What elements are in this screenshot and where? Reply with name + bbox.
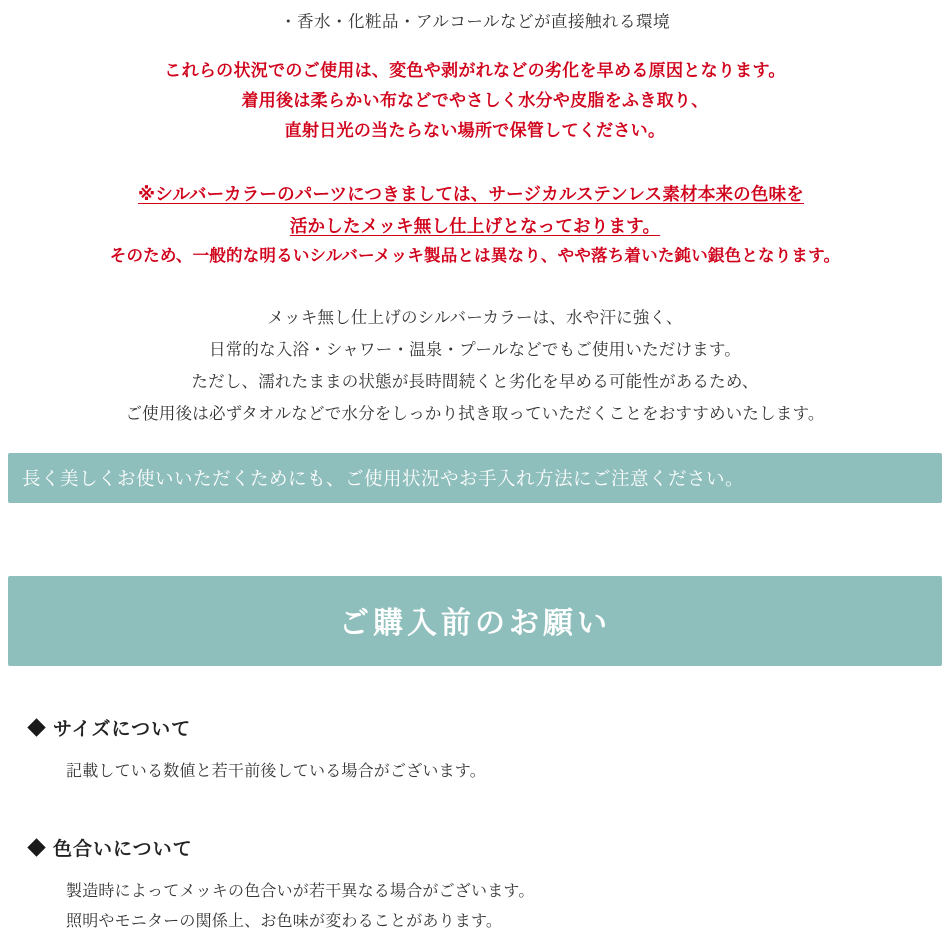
item-body-line: 製造時によってメッキの色合いが若干異なる場合がございます。: [66, 883, 535, 901]
warning-block: [0, 56, 950, 145]
item-body-line: 記載している数値と若干前後している場合がございます。: [66, 762, 486, 780]
diamond-bullet-icon: [27, 839, 45, 857]
item-title-size: [30, 714, 950, 741]
care-line-2: 日常的な入浴・シャワー・温泉・プールなどでもご使用いただけます。: [209, 341, 741, 360]
care-description: [0, 302, 950, 431]
warning-line-2: 着用後は柔らかい布などでやさしく水分や皮脂をふき取り、: [241, 90, 709, 110]
silver-note-line-2: 活かしたメッキ無し仕上げとなっております。: [289, 215, 661, 236]
care-line-1: メッキ無し仕上げのシルバーカラーは、水や汗に強く、: [267, 308, 683, 327]
diamond-bullet-icon: [27, 718, 45, 736]
section-title-before-purchase: ご購入前のお願い: [8, 576, 942, 666]
silver-note-line-1: ※シルバーカラーのパーツにつきましては、サージカルステンレス素材本来の色味を: [138, 184, 804, 205]
item-title-label: サイズについて: [53, 718, 192, 740]
environment-note: ・香水・化粧品・アルコールなどが直接触れる環境: [279, 13, 670, 31]
item-title-label: 色合いについて: [53, 839, 193, 861]
care-summary-banner: 長く美しくお使いいただくためにも、ご使用状況やお手入れ方法にご注意ください。: [8, 453, 942, 503]
item-title-color: [30, 834, 950, 861]
warning-line-1: これらの状況でのご使用は、変色や剥がれなどの劣化を早める原因となります。: [164, 61, 786, 80]
item-body-color: [30, 877, 950, 936]
care-line-3: ただし、濡れたままの状態が長時間続くと劣化を早める可能性があるため、: [191, 373, 759, 392]
warning-line-3: 直射日光の当たらない場所で保管してください。: [284, 120, 666, 140]
care-line-4: ご使用後は必ずタオルなどで水分をしっかり拭き取っていただくことをおすすめいたします。: [125, 405, 825, 424]
item-body-size: [30, 757, 950, 787]
item-body-line: 照明やモニターの関係上、お色味が変わることがあります。: [66, 912, 503, 930]
silver-note-line-3: そのため、一般的な明るいシルバーメッキ製品とは異なり、やや落ち着いた鈍い銀色となります。: [109, 247, 841, 266]
silver-color-note: [0, 179, 950, 272]
list-item: [0, 834, 950, 936]
list-item: [0, 714, 950, 787]
